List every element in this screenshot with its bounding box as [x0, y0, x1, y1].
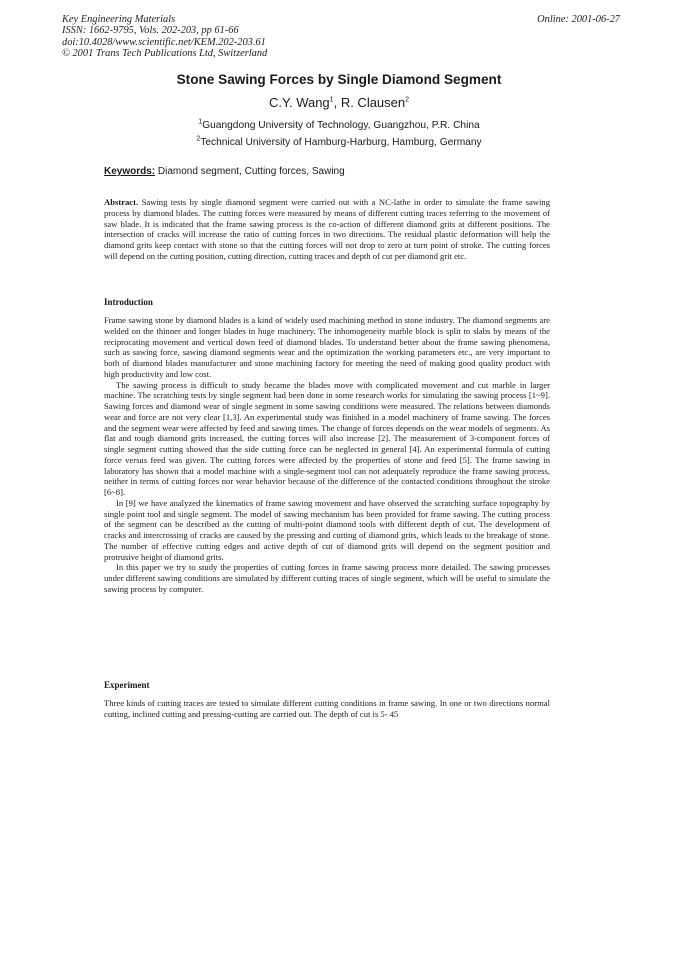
journal-name: Key Engineering Materials [62, 14, 176, 25]
issn-line: ISSN: 1662-9795, Vols. 202-203, pp 61-66 [62, 25, 239, 37]
author-affil-marker: 2 [405, 96, 410, 104]
introduction-heading: Introduction [104, 297, 153, 307]
affiliation-text: Technical University of Hamburg-Harburg, Hamburg, Germany [200, 137, 482, 148]
affiliation-2 [0, 137, 678, 148]
author-affil-marker: 1 [329, 96, 334, 104]
paper-title: Stone Sawing Forces by Single Diamond Segment [176, 72, 502, 87]
affiliation-text: Guangdong University of Technology, Guangzhou, P.R. China [202, 120, 480, 131]
doi-line: doi:10.4028/www.scientific.net/KEM.202-203.61 [62, 36, 266, 48]
paragraph: Three kinds of cutting traces are tested to simulate different cutting conditions in frame sawing. In one or two directions normal cutting, inclined cutting and pressing-cutting are carried out. The depth of cut is 5- 45 [104, 698, 550, 719]
copyright-line: © 2001 Trans Tech Publications Ltd, Switzerland [62, 48, 268, 60]
paragraph: The sawing process is difficult to study became the blades move with complicated movement and cut marble in larger machine. The scratching tests by single segment had been done in some research works for simulating the sawing process [1~9]. Sawing forces and diamond wear of single segment in some sawing conditions were measured. The relations between diamonds wear and force are not very clear [1,3]. An experimental study was finished in a model machinery of frame sawing. The forces and the segment wear were affected by feed and sawing times. The change of forces depends on the wear models of segments. As flat and tough diamond grits increased, the cutting forces will also increase [2]. The measurement of 3-component forces of single segment cutting showed that the side cutting force can be neglected in general [4]. An experimental formula of cutting force versus feed was given. The cutting forces were affected by the properties of stone and feed [5]. The frame sawing in laboratory has shown that a model machine with a single-segment tool can not adequately reproduce the frame sawing process, neither in terms of cutting forces nor wear behavior because of the difference of the contacted conditions throughout the stroke [6~8]. [104, 379, 550, 497]
online-date: Online: 2001-06-27 [537, 14, 620, 25]
experiment-heading: Experiment [104, 680, 150, 690]
keywords-line [104, 166, 345, 177]
journal-header [62, 14, 267, 60]
paragraph: In this paper we try to study the properties of cutting forces in frame sawing process more detailed. The sawing processes under different sawing conditions are simulated by different cutting traces of single segment, which will be useful to simulate the sawing process by computer. [104, 562, 550, 594]
abstract [104, 197, 550, 262]
author-name: R. Clausen [340, 95, 406, 110]
keywords-text: Diamond segment, Cutting forces, Sawing [155, 166, 345, 177]
author-separator: , [333, 95, 341, 110]
keywords-label: Keywords: [104, 166, 156, 177]
paragraph: Frame sawing stone by diamond blades is a kind of widely used machining method in stone industry. The diamond segments are welded on the thinner and longer blades in huge machinery. The inhomogeneity marble block is split to slabs by means of the reciprocating movement and vertical down feed of diamond blades. To understand better about the frame sawing phenomena, such as sawing force, sawing diamond segments wear and the optimization the working parameters etc., are very important to both of diamond blades manufacturer and stone machining factory for meeting the need of making good quality product with high productivity and low cost. [104, 315, 550, 379]
abstract-text: Sawing tests by single diamond segment were carried out with a NC-lathe in order to simulate the frame sawing process by diamond blades. The cutting forces were measured by means of different cutting traces referring to the movement of saw blade. It is indicated that the frame sawing process is the co-action of different diamond grits at different positions. The intersection of cracks will increase the ratio of cutting forces in two directions. The residual plastic deformation will help the diamond grits keep contact with stone so that the cutting forces will not drop to zero at turn point of stroke. The cutting forces will depend on the cutting position, cutting direction, cutting traces and depth of cut per diamond grit etc. [104, 197, 550, 261]
paragraph: In [9] we have analyzed the kinematics of frame sawing movement and have observed the scratching surface topography by single point tool and single segment. The model of sawing mechanism has been provided for frame sawing. The cutting process of the segment can be described as the cutting of multi-point diamond tools with different depth of cut. The development of cracks and intercrossing of cracks are caused by the pressing and cutting of diamond grits, which leads to the breakage of stone. The number of effective cutting edges and active depth of cut of diamond grits will depend on the segment position and protrusive height of diamond grits. [104, 497, 550, 562]
author-name: C.Y. Wang [268, 95, 330, 110]
authors-line [0, 95, 678, 110]
abstract-label: Abstract. [104, 197, 139, 207]
affiliation-marker: 1 [198, 118, 203, 126]
experiment-body [104, 698, 550, 720]
introduction-body [104, 315, 550, 595]
affiliation-marker: 2 [196, 135, 201, 143]
affiliation-1 [0, 120, 678, 131]
